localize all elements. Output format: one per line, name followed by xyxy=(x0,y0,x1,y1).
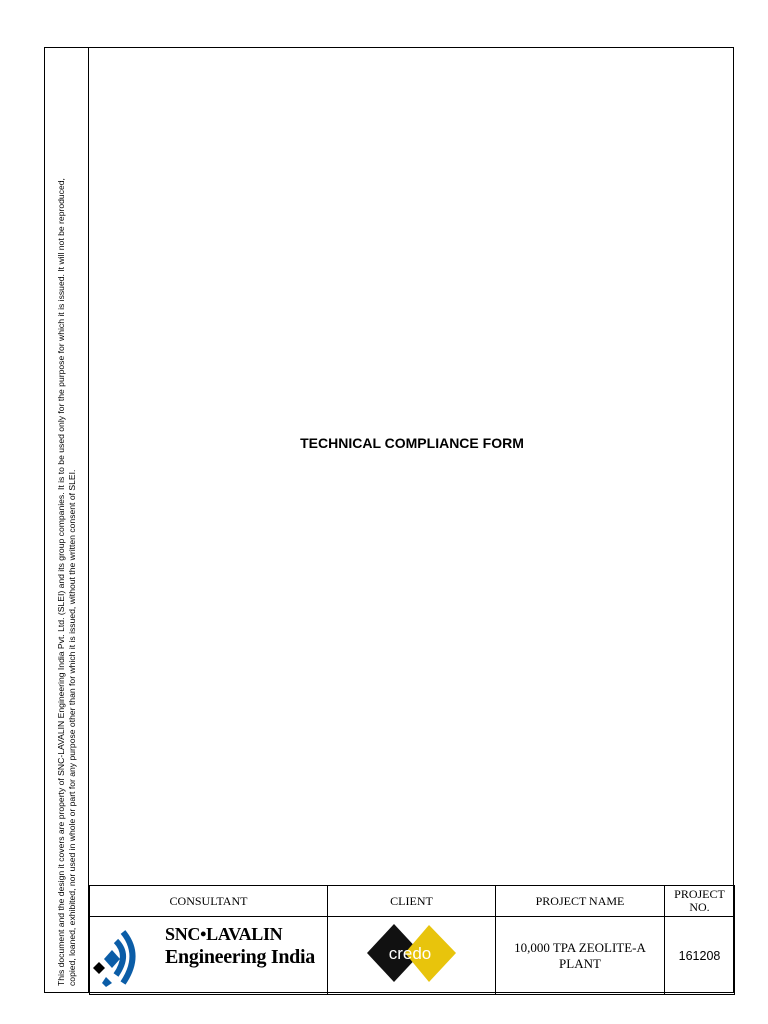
title-block-header-row xyxy=(90,886,735,917)
project-name-header: PROJECT NAME xyxy=(496,886,665,917)
title-block-table xyxy=(89,885,735,995)
disclaimer-line-2: copied, loaned, exhibited, nor used in whole or part for any purpose other than for which it is issued, without the written consent of SLEI. xyxy=(67,469,77,986)
snc-lavalin-logo xyxy=(90,917,328,994)
snc-lavalin-logo-icon xyxy=(90,917,162,994)
title-block-body-row xyxy=(90,917,735,995)
title-block xyxy=(89,885,734,993)
consultant-header: CONSULTANT xyxy=(90,886,328,917)
disclaimer-strip xyxy=(45,48,89,992)
snc-engineering-india: Engineering India xyxy=(165,946,315,968)
snc-lavalin-wordmark xyxy=(165,923,315,969)
disclaimer-text xyxy=(56,56,78,986)
project-no-value: 161208 xyxy=(665,917,735,995)
client-logo-cell xyxy=(328,917,496,995)
page-frame xyxy=(44,47,734,993)
credo-logo-text: credo xyxy=(388,944,431,963)
project-no-header: PROJECT NO. xyxy=(665,886,735,917)
client-header: CLIENT xyxy=(328,886,496,917)
consultant-logo-cell xyxy=(90,917,328,995)
document-title: TECHNICAL COMPLIANCE FORM xyxy=(300,435,524,451)
disclaimer-line-1: This document and the design it covers are property of SNC-LAVALIN Engineering India Pvt. Ltd. (SLEI) and its group companies. It is to be used only for the purpose for which it is issued. It will not be reproduced, xyxy=(56,178,66,986)
project-name-value: 10,000 TPA ZEOLITE-A PLANT xyxy=(496,917,665,995)
credo-logo-icon xyxy=(362,918,462,988)
snc-lavalin-name: SNC•LAVALIN xyxy=(165,924,283,944)
